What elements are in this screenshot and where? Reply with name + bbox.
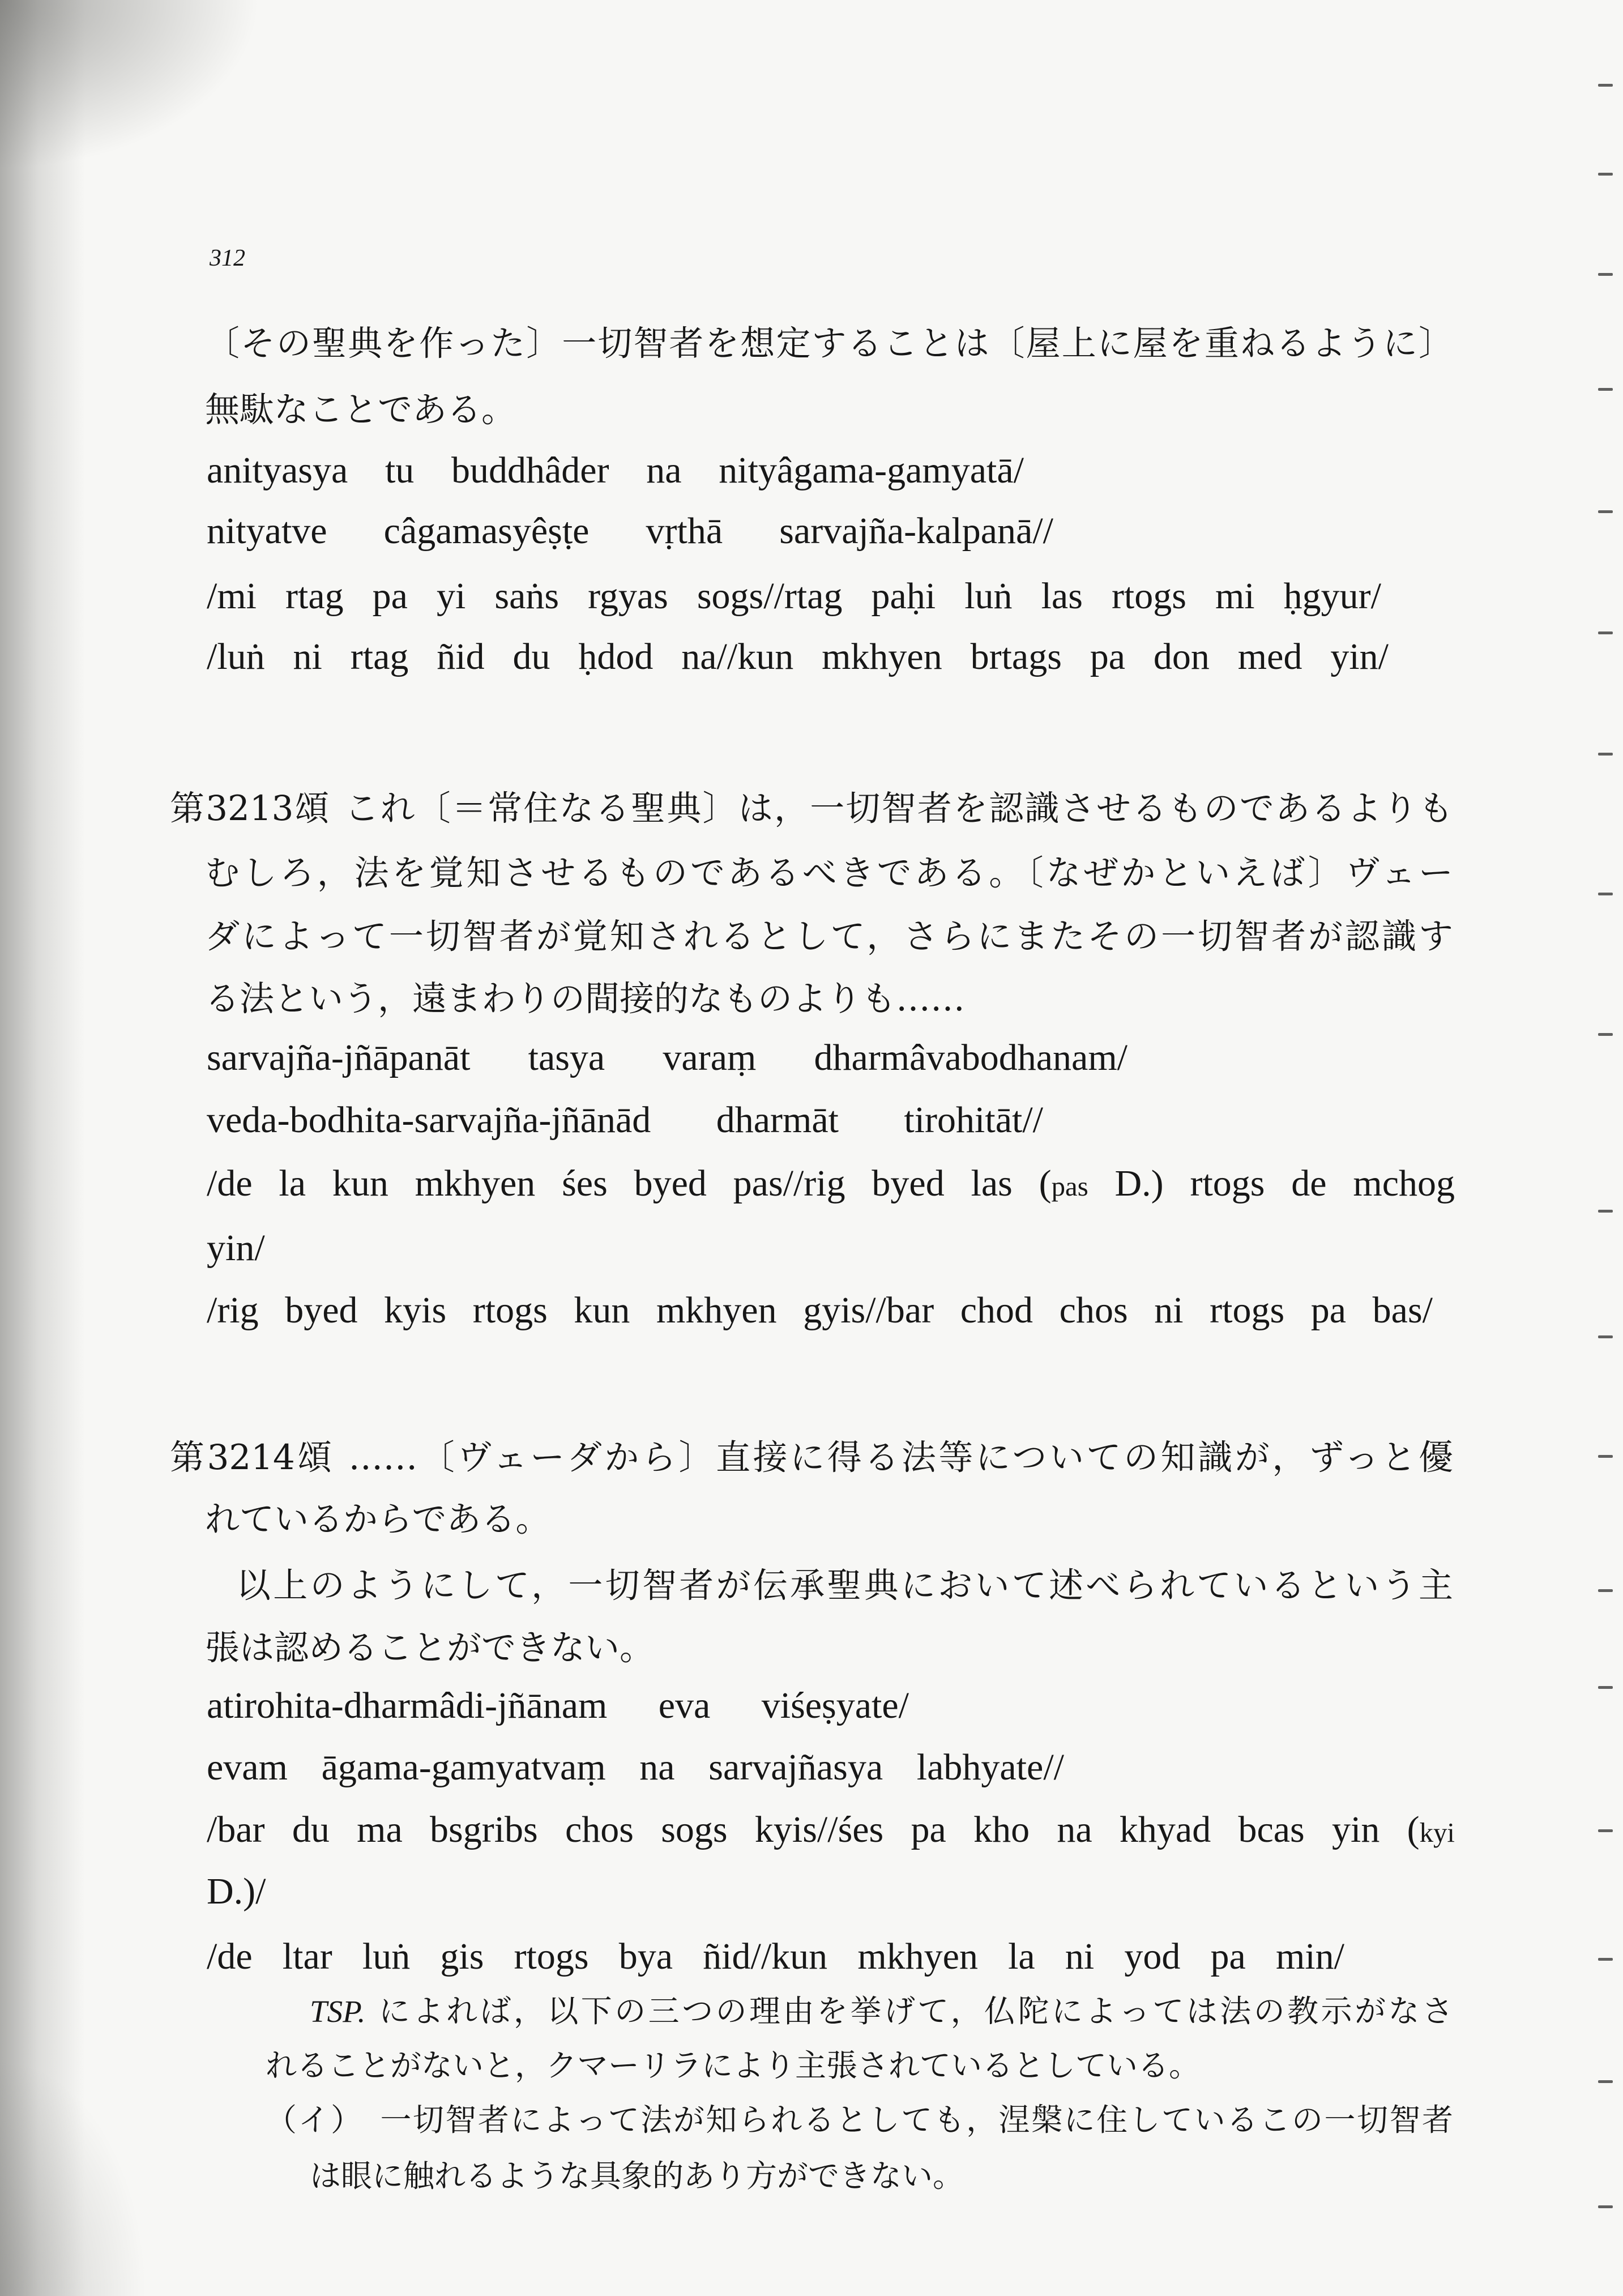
tibetan-verse-line: yin/ — [207, 1227, 265, 1269]
verse-label: 第3214頌 — [170, 1437, 335, 1478]
note-source: TSP. — [310, 1994, 366, 2029]
binding-mark — [1598, 173, 1613, 176]
binding-mark — [1598, 1686, 1613, 1689]
binding-mark — [1598, 1958, 1613, 1961]
verse-label: 第3213頌 — [170, 788, 331, 829]
note-text: によれば，以下の三つの理由を挙げて，仏陀によっては法の教示がなさ — [376, 1993, 1453, 2029]
scan-corner-shadow — [0, 0, 260, 170]
sanskrit-verse-line: veda-bodhita-sarvajña-jñānād dharmāt tirohitāt// — [207, 1099, 1043, 1141]
scan-edge-shadow — [0, 0, 85, 2296]
opening-translation-line: 〔その聖典を作った〕一切智者を想定することは〔屋上に屋を重ねるように〕 — [205, 323, 1453, 364]
binding-mark — [1598, 1210, 1613, 1213]
verse-translation-text: ……〔ヴェーダから〕直接に得る法等についての知識が，ずっと優 — [348, 1437, 1453, 1478]
conclusion-line: 張は認めることができない。 — [205, 1628, 655, 1668]
tibetan-verse-line: /mi rtag pa yi saṅs rgyas sogs//rtag paḥi luṅ las rtogs mi ḥgyur/ — [207, 575, 1381, 617]
binding-mark — [1598, 753, 1613, 756]
binding-mark — [1598, 893, 1613, 895]
tibetan-text: /bar du ma bsgribs chos sogs kyis//śes pa kho na khyad bcas yin ( — [207, 1809, 1420, 1850]
verse-translation-line: むしろ，法を覚知させるものであるべきである。〔なぜかといえば〕ヴェー — [205, 853, 1453, 893]
tibetan-verse-line — [207, 1162, 1455, 1208]
commentary-note-line: は眼に触れるような具象的あり方ができない。 — [310, 2158, 964, 2194]
binding-mark — [1598, 273, 1613, 276]
binding-mark — [1598, 1335, 1613, 1338]
verse-3214-first-line — [170, 1437, 1453, 1478]
sanskrit-verse-line: nityatve câgamasyêṣṭe vṛthā sarvajña-kalpanā// — [207, 510, 1053, 552]
verse-translation-line: る法という，遠まわりの間接的なものよりも…… — [205, 979, 966, 1019]
conclusion-line: 以上のようにして，一切智者が伝承聖典において述べられているという主 — [236, 1565, 1453, 1606]
sanskrit-verse-line: atirohita-dharmâdi-jñānam eva viśeṣyate/ — [207, 1685, 909, 1726]
sanskrit-verse-line: sarvajña-jñāpanāt tasya varaṃ dharmâvabodhanam/ — [207, 1037, 1127, 1078]
sanskrit-verse-line: anityasya tu buddhâder na nityâgama-gamyatā/ — [207, 450, 1024, 491]
tibetan-verse-line: /rig byed kyis rtogs kun mkhyen gyis//bar chod chos ni rtogs pa bas/ — [207, 1290, 1433, 1331]
binding-mark — [1598, 2080, 1613, 2083]
tibetan-verse-line — [207, 1808, 1455, 1854]
variant-reading: pas — [1051, 1171, 1088, 1202]
opening-translation-line: 無駄なことである。 — [205, 390, 516, 430]
tibetan-text: D.) rtogs de mchog — [1088, 1163, 1455, 1204]
tibetan-text: /de la kun mkhyen śes byed pas//rig byed las ( — [207, 1163, 1052, 1204]
binding-mark — [1598, 510, 1613, 513]
commentary-note-line — [310, 1993, 1453, 2030]
variant-reading: kyi — [1419, 1817, 1455, 1848]
binding-mark — [1598, 631, 1613, 634]
binding-mark — [1598, 1455, 1613, 1458]
commentary-note-line: （イ） 一切智者によって法が知られるとしても，涅槃に住しているこの一切智者 — [266, 2102, 1453, 2138]
commentary-note-line: れることがないと，クマーリラにより主張されているとしている。 — [266, 2047, 1201, 2084]
binding-mark — [1598, 1589, 1613, 1592]
binding-mark — [1598, 388, 1613, 391]
verse-translation-text: これ〔＝常住なる聖典〕は，一切智者を認識させるものであるよりも — [344, 788, 1453, 829]
tibetan-verse-line: /luṅ ni rtag ñid du ḥdod na//kun mkhyen brtags pa don med yin/ — [207, 636, 1389, 677]
scan-corner-shadow — [0, 2058, 147, 2296]
binding-mark — [1598, 2205, 1613, 2208]
verse-translation-line: れているからである。 — [205, 1499, 550, 1539]
binding-mark — [1598, 1829, 1613, 1832]
tibetan-verse-line: /de ltar luṅ gis rtogs bya ñid//kun mkhyen la ni yod pa min/ — [207, 1936, 1344, 1977]
sanskrit-verse-line: evam āgama-gamyatvaṃ na sarvajñasya labhyate// — [207, 1747, 1064, 1788]
verse-3213-first-line — [170, 788, 1453, 829]
binding-mark — [1598, 1033, 1613, 1036]
page-number: 312 — [210, 245, 245, 271]
binding-mark — [1598, 84, 1613, 87]
verse-translation-line: ダによって一切智者が覚知されるとして，さらにまたその一切智者が認識す — [205, 916, 1453, 957]
tibetan-verse-line: D.)/ — [207, 1871, 266, 1912]
